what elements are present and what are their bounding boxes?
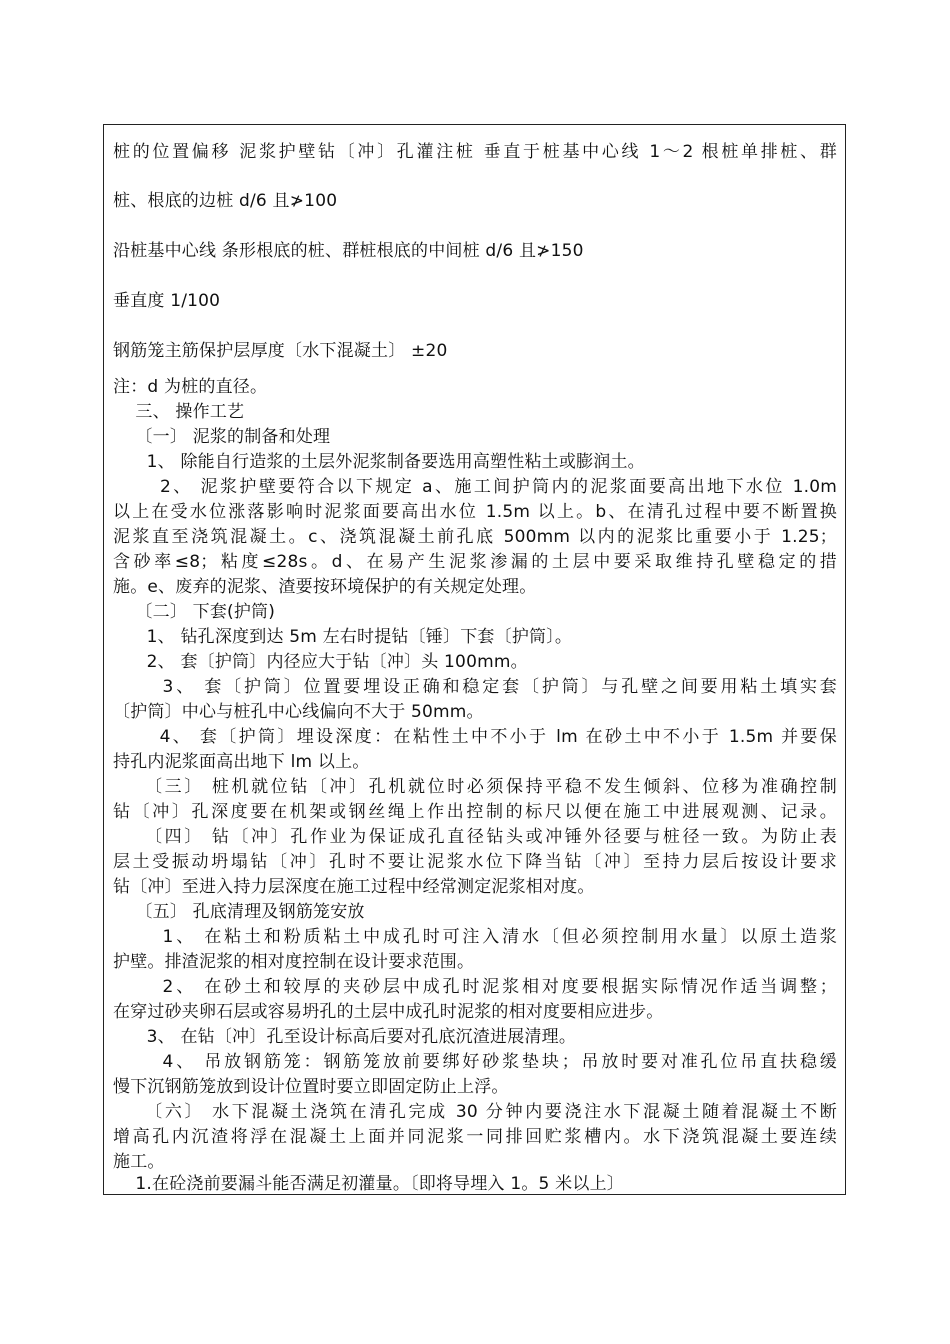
body-line: 〔护筒〕中心与桩孔中心线偏向不大于 50mm。 [113,702,484,722]
body-line: 3、 套〔护筒〕位置要埋设正确和稳定套〔护筒〕与孔壁之间要用粘土填实套 [113,677,837,697]
subsection-heading: 〔六〕 水下混凝土浇筑在清孔完成 30 分钟内要浇注水下混凝土随着混凝土不断 [113,1102,837,1122]
tolerance-row: 桩的位置偏移 泥浆护壁钻〔冲〕孔灌注桩 垂直于桩基中心线 1～2 根桩单排桩、群 [113,142,837,162]
subsection-heading: 〔二〕 下套(护筒) [113,602,276,622]
body-line: 施。e、废弃的泥浆、渣要按环境保护的有关规定处理。 [113,577,537,597]
tolerance-row: 桩、根底的边桩 d/6 且≯100 [113,191,338,211]
body-line: 1、 除能自行造浆的土层外泥浆制备要选用高塑性粘土或膨润土。 [113,452,645,472]
body-line: 以上在受水位涨落影响时泥浆面要高出水位 1.5m 以上。b、在清孔过程中要不断置换 [113,502,837,522]
section-heading: 三、 操作工艺 [113,402,245,422]
body-line: 2、 泥浆护壁要符合以下规定 a、施工间护筒内的泥浆面要高出地下水位 1.0m [113,477,837,497]
body-line: 泥浆直至浇筑混凝土。c、浇筑混凝土前孔底 500mm 以内的泥浆比重要小于 1.25； [113,527,837,547]
body-line: 慢下沉钢筋笼放到设计位置时要立即固定防止上浮。 [113,1077,509,1097]
body-line: 3、 在钻〔冲〕孔至设计标高后要对孔底沉渣进展清理。 [113,1027,577,1047]
body-line: 层土受振动坍塌钻〔冲〕孔时不要让泥浆水位下降当钻〔冲〕至持力层后按设计要求 [113,852,837,872]
body-line: 增高孔内沉渣将浮在混凝土上面并同泥浆一同排回贮浆槽内。水下浇筑混凝土要连续 [113,1127,837,1147]
body-line: 1.在砼浇前要漏斗能否满足初灌量。〔即将导埋入 1。5 米以上〕 [113,1174,624,1194]
body-line: 含砂率≤8；粘度≤28s。d、在易产生泥浆渗漏的土层中要采取维持孔壁稳定的措 [113,552,837,572]
note-line: 注：d 为桩的直径。 [113,377,268,397]
body-line: 2、 套〔护筒〕内径应大于钻〔冲〕头 100mm。 [113,652,528,672]
subsection-heading: 〔五〕 孔底清理及钢筋笼安放 [113,902,365,922]
tolerance-row: 沿桩基中心线 条形根底的桩、群桩根底的中间桩 d/6 且≯150 [113,241,584,261]
body-line: 1、 在粘土和粉质粘土中成孔时可注入清水〔但必须控制用水量〕以原土造浆 [113,927,837,947]
body-line: 4、 吊放钢筋笼：钢筋笼放前要绑好砂浆垫块；吊放时要对准孔位吊直扶稳缓 [113,1052,837,1072]
subsection-heading: 〔一〕 泥浆的制备和处理 [113,427,331,447]
body-line: 钻〔冲〕孔深度要在机架或钢丝绳上作出控制的标尺以便在施工中进展观测、记录。 [113,802,837,822]
tolerance-row: 钢筋笼主筋保护层厚度〔水下混凝土〕 ±20 [113,341,448,361]
body-line: 钻〔冲〕至进入持力层深度在施工过程中经常测定泥浆相对度。 [113,877,595,897]
body-line: 1、 钻孔深度到达 5m 左右时提钻〔锤〕下套〔护筒〕。 [113,627,573,647]
body-line: 2、 在砂土和较厚的夹砂层中成孔时泥浆相对度要根据实际情况作适当调整； [113,977,837,997]
subsection-heading: 〔四〕 钻〔冲〕孔作业为保证成孔直径钻头或冲锤外径要与桩径一致。为防止表 [113,827,837,847]
subsection-heading: 〔三〕 桩机就位钻〔冲〕孔机就位时必须保持平稳不发生倾斜、位移为准确控制 [113,777,837,797]
body-line: 持孔内泥浆面高出地下 lm 以上。 [113,752,370,772]
body-line: 4、 套〔护筒〕埋设深度：在粘性土中不小于 lm 在砂土中不小于 1.5m 并要保 [113,727,837,747]
body-line: 施工。 [113,1152,165,1172]
tolerance-row: 垂直度 1/100 [113,291,221,311]
body-line: 护壁。排渣泥浆的相对度控制在设计要求范围。 [113,952,475,972]
body-line: 在穿过砂夹卵石层或容易坍孔的土层中成孔时泥浆的相对度要相应进步。 [113,1002,664,1022]
